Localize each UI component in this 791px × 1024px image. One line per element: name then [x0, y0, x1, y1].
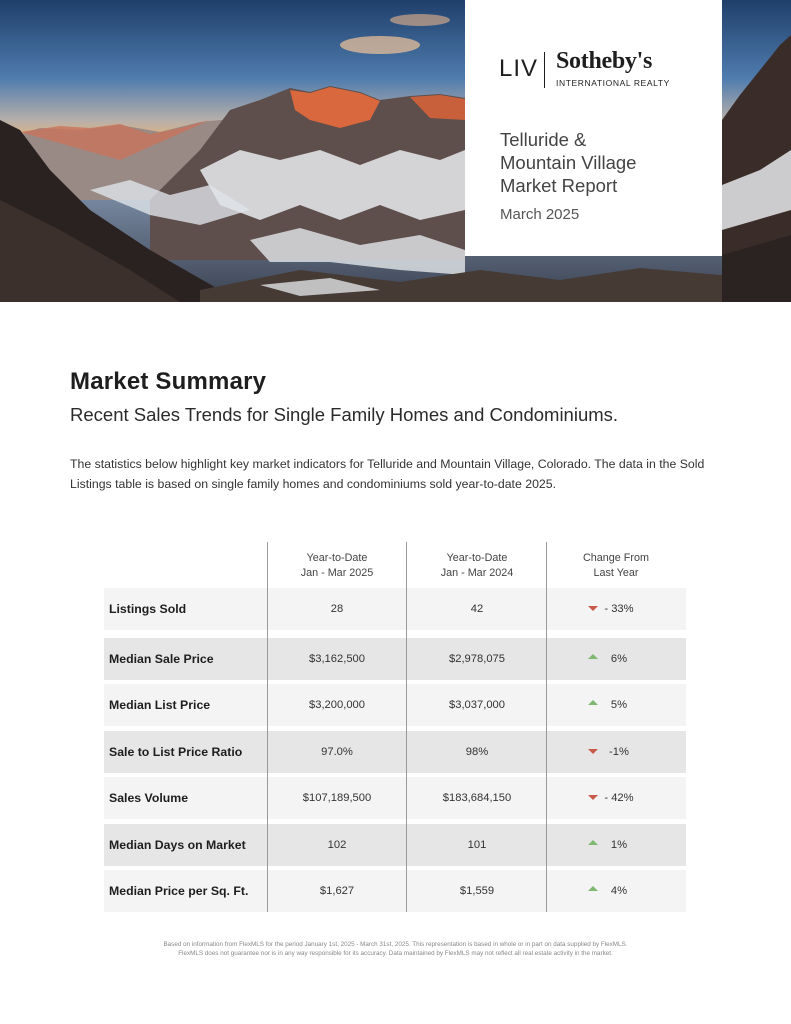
table-row — [104, 684, 686, 726]
up-arrow-icon — [588, 700, 598, 705]
cell-change — [546, 777, 686, 819]
table-row — [104, 824, 686, 866]
up-arrow-icon — [588, 654, 598, 659]
row-label: Median Sale Price — [109, 652, 214, 666]
section-title: Market Summary — [70, 368, 267, 395]
down-arrow-icon — [588, 795, 598, 800]
cell-ytd-2025: $3,200,000 — [309, 699, 365, 711]
logo-subtitle: INTERNATIONAL REALTY — [556, 78, 670, 88]
report-title-line2: Mountain Village — [500, 152, 637, 173]
table-row — [104, 731, 686, 773]
header-change-line1: Change From — [582, 552, 649, 564]
brand-logo — [499, 50, 699, 90]
report-title — [500, 128, 700, 197]
cell-ytd-2025: 97.0% — [321, 746, 353, 758]
column-divider — [546, 542, 547, 912]
logo-sothebys-text: Sotheby's — [556, 48, 652, 74]
table-row — [104, 588, 686, 630]
change-value: 6% — [610, 653, 628, 665]
down-arrow-icon — [588, 606, 598, 611]
brand-card — [465, 0, 722, 256]
header-ytd-2024-line2: Jan - Mar 2024 — [440, 567, 514, 579]
row-label: Sales Volume — [109, 791, 189, 805]
header-change — [546, 551, 686, 581]
cell-change — [546, 731, 686, 773]
cell-ytd-2025: 102 — [327, 839, 347, 851]
table-header — [104, 542, 686, 588]
cell-change — [546, 588, 686, 630]
table-row — [104, 870, 686, 912]
change-value: 4% — [610, 885, 628, 897]
up-arrow-icon — [588, 886, 598, 891]
cell-change — [546, 638, 686, 680]
cell-ytd-2024: 101 — [467, 839, 487, 851]
footnote — [130, 940, 661, 958]
cell-ytd-2024: 42 — [470, 603, 484, 615]
cell-ytd-2024: 98% — [465, 746, 489, 758]
logo-liv-text: LIV — [499, 55, 539, 82]
cell-ytd-2024: $3,037,000 — [449, 699, 505, 711]
report-title-line1: Telluride & — [500, 129, 587, 150]
down-arrow-icon — [588, 749, 598, 754]
footnote-line2: FlexMLS does not guarantee nor is in any way responsible for its accuracy. Data maintained by FlexMLS may not reflect all real estate activity in the market. — [178, 950, 613, 957]
cell-ytd-2025: $107,189,500 — [302, 792, 372, 804]
row-label: Sale to List Price Ratio — [109, 745, 243, 759]
cell-change — [546, 684, 686, 726]
table-row — [104, 638, 686, 680]
cell-change — [546, 870, 686, 912]
header-ytd-2025 — [267, 551, 407, 581]
cell-change — [546, 824, 686, 866]
header-ytd-2025-line2: Jan - Mar 2025 — [300, 567, 374, 579]
change-value: 5% — [610, 699, 628, 711]
summary-paragraph: The statistics below highlight key market indicators for Telluride and Mountain Village, Colorado. The data in the Sold Listings table is based on single family homes and condominiums sold year-to-date 2025. — [70, 457, 705, 491]
change-value: - 33% — [604, 603, 634, 615]
cell-ytd-2024: $2,978,075 — [449, 653, 505, 665]
hero-mountain-photo — [0, 0, 791, 302]
change-value: -1% — [609, 746, 629, 758]
cell-ytd-2024: $1,559 — [459, 885, 495, 897]
header-ytd-2025-line1: Year-to-Date — [306, 552, 368, 564]
row-label: Median List Price — [109, 698, 211, 712]
row-label: Median Days on Market — [109, 838, 246, 852]
row-label: Listings Sold — [109, 602, 187, 616]
logo-divider — [544, 52, 545, 88]
section-subtitle: Recent Sales Trends for Single Family Homes and Condominiums. — [70, 404, 619, 425]
up-arrow-icon — [588, 840, 598, 845]
cell-ytd-2025: 28 — [330, 603, 344, 615]
cell-ytd-2025: $1,627 — [319, 885, 355, 897]
header-ytd-2024 — [407, 551, 547, 581]
cell-ytd-2025: $3,162,500 — [309, 653, 365, 665]
change-value: - 42% — [604, 792, 634, 804]
change-value: 1% — [610, 839, 628, 851]
table-row — [104, 777, 686, 819]
column-divider — [406, 542, 407, 912]
row-label: Median Price per Sq. Ft. — [109, 884, 249, 898]
header-ytd-2024-line1: Year-to-Date — [446, 552, 508, 564]
report-date: March 2025 — [500, 206, 580, 223]
column-divider — [267, 542, 268, 912]
header-change-line2: Last Year — [593, 567, 639, 579]
cell-ytd-2024: $183,684,150 — [442, 792, 512, 804]
footnote-line1: Based on information from FlexMLS for the period January 1st, 2025 - March 31st, 2025. This representation is based in whole or in part on data supplied by FlexMLS. — [163, 941, 628, 948]
report-title-line3: Market Report — [500, 175, 618, 196]
